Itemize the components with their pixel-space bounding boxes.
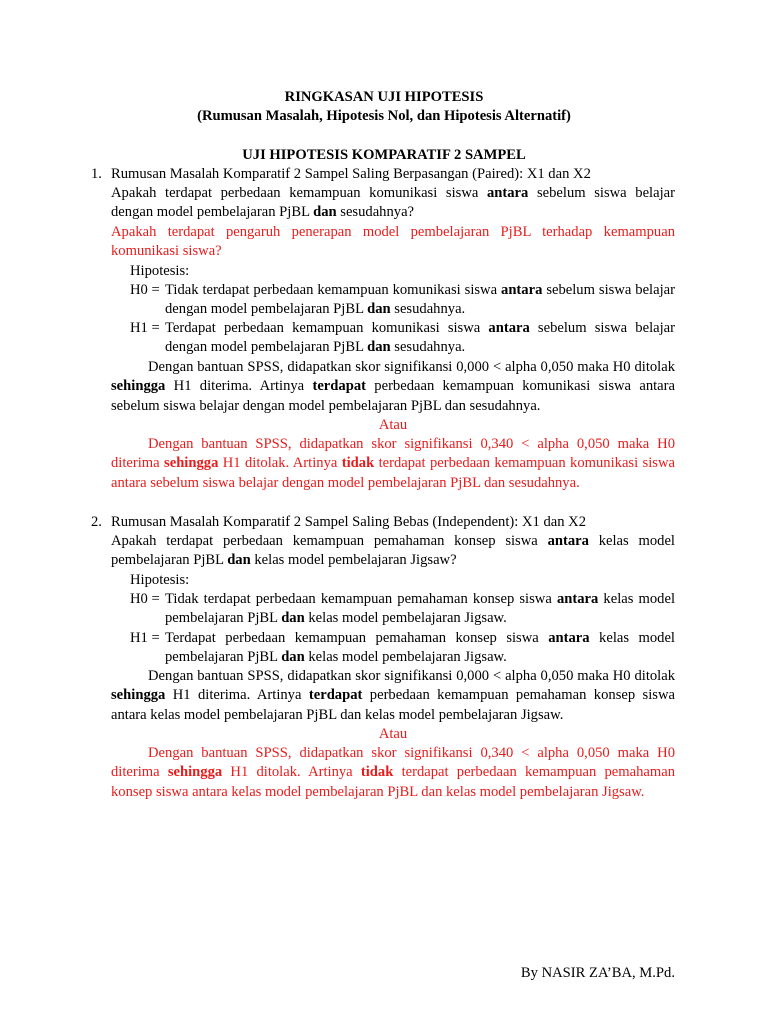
alternative-question: Apakah terdapat pengaruh penerapan model pembelajaran PjBL terhadap kemampuan komunikasi siswa? (111, 224, 675, 260)
h1-label: H1 = (130, 630, 160, 646)
item-heading: Rumusan Masalah Komparatif 2 Sampel Saling Bebas (Independent): X1 dan X2 (111, 514, 587, 530)
h1-text: Terdapat perbedaan kemampuan komunikasi siswa antara sebelum siswa belajar dengan model pembelajaran PjBL dan sesudahnya. (165, 320, 676, 356)
h0-label: H0 = (130, 282, 160, 298)
document-title: RINGKASAN UJI HIPOTESIS (284, 89, 484, 105)
research-question: Apakah terdapat perbedaan kemampuan komunikasi siswa antara sebelum siswa belajar dengan model pembelajaran PjBL dan sesudahnya? (111, 185, 675, 221)
or-label: Atau (378, 417, 408, 433)
item-number: 1. (91, 166, 102, 182)
item-heading: Rumusan Masalah Komparatif 2 Sampel Saling Berpasangan (Paired): X1 dan X2 (111, 166, 591, 182)
result-reject-h0: Dengan bantuan SPSS, didapatkan skor signifikansi 0,000 < alpha 0,050 maka H0 ditolak sehingga H1 diterima. Artinya terdapat perbedaan kemampuan pemahaman konsep siswa antara kelas model pembelajaran PjBL dan kelas model pembelajaran Jigsaw. (111, 668, 675, 723)
h1-label: H1 = (130, 320, 160, 336)
hypothesis-label: Hipotesis: (130, 572, 190, 588)
document-subtitle: (Rumusan Masalah, Hipotesis Nol, dan Hipotesis Alternatif) (197, 108, 571, 124)
or-label: Atau (378, 726, 408, 742)
h0-label: H0 = (130, 591, 160, 607)
result-accept-h0: Dengan bantuan SPSS, didapatkan skor signifikansi 0,340 < alpha 0,050 maka H0 diterima sehingga H1 ditolak. Artinya tidak terdapat perbedaan kemampuan komunikasi siswa antara sebelum siswa belajar dengan model pembelajaran PjBL dan sesudahnya. (111, 436, 675, 491)
research-question: Apakah terdapat perbedaan kemampuan pemahaman konsep siswa antara kelas model pembelajaran PjBL dan kelas model pembelajaran Jigsaw? (111, 533, 675, 569)
result-reject-h0: Dengan bantuan SPSS, didapatkan skor signifikansi 0,000 < alpha 0,050 maka H0 ditolak sehingga H1 diterima. Artinya terdapat perbedaan kemampuan komunikasi siswa antara sebelum siswa belajar dengan model pembelajaran PjBL dan sesudahnya. (111, 359, 675, 414)
h0-text: Tidak terdapat perbedaan kemampuan komunikasi siswa antara sebelum siswa belajar dengan model pembelajaran PjBL dan sesudahnya. (165, 282, 675, 318)
h0-text: Tidak terdapat perbedaan kemampuan pemahaman konsep siswa antara kelas model pembelajaran PjBL dan kelas model pembelajaran Jigsaw. (165, 591, 676, 627)
h1-text: Terdapat perbedaan kemampuan pemahaman konsep siswa antara kelas model pembelajaran PjBL dan kelas model pembelajaran Jigsaw. (165, 630, 675, 666)
hypothesis-label: Hipotesis: (130, 263, 190, 279)
result-accept-h0: Dengan bantuan SPSS, didapatkan skor signifikansi 0,340 < alpha 0,050 maka H0 diterima sehingga H1 ditolak. Artinya tidak terdapat perbedaan kemampuan pemahaman konsep siswa antara kelas model pembelajaran PjBL dan kelas model pembelajaran Jigsaw. (111, 745, 676, 800)
section-title: UJI HIPOTESIS KOMPARATIF 2 SAMPEL (242, 147, 526, 163)
author-credit: By NASIR ZA’BA, M.Pd. (520, 965, 675, 981)
item-number: 2. (91, 514, 102, 530)
